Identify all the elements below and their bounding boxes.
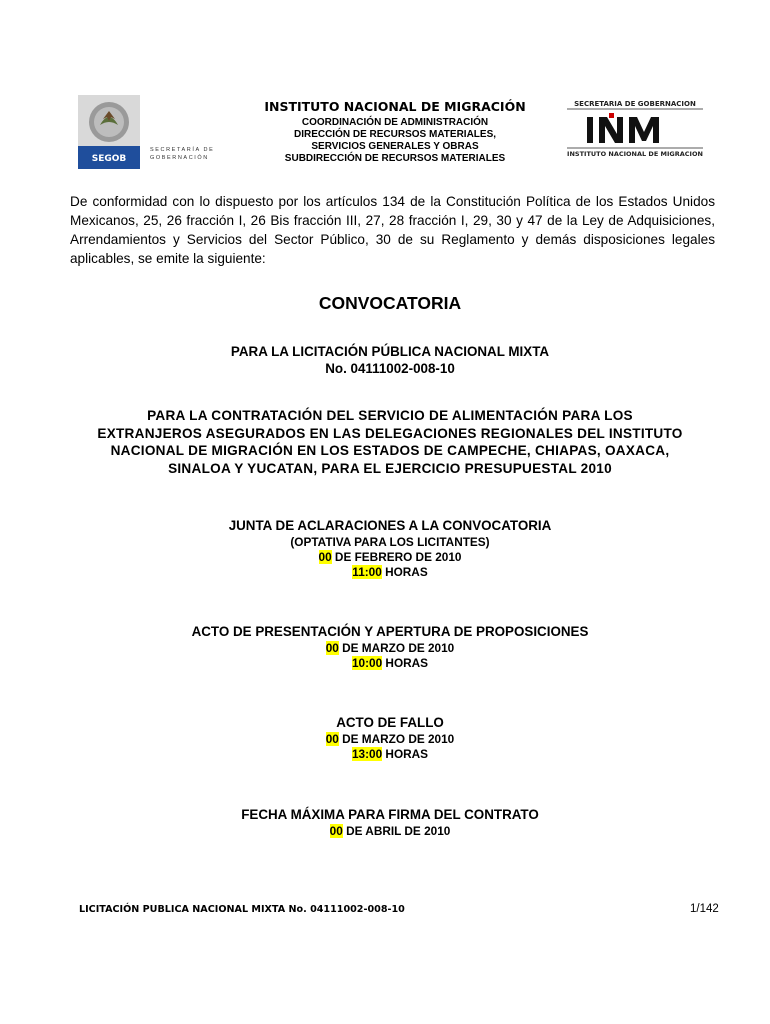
junta-day: 00 xyxy=(318,550,332,564)
junta-date-rest: DE FEBRERO DE 2010 xyxy=(331,550,462,564)
inm-logo-bottom-text: INSTITUTO NACIONAL DE MIGRACION xyxy=(567,150,703,158)
fallo-heading: ACTO DE FALLO xyxy=(336,715,444,730)
institute-title: INSTITUTO NACIONAL DE MIGRACIÓN xyxy=(264,99,526,114)
junta-hour: 11:00 xyxy=(352,565,382,579)
intro-paragraph: De conformidad con lo dispuesto por los artículos 134 de la Constitución Política de los Estados Unidos Mexicanos, 25, 26 fracción I, 26 Bis fracción III, 27, 28 fracción I, 29, 30 y 47 de la Ley de Adquisiciones, Arrendamientos y Servicios del Sector Público, 30 de su Reglamento y demás disposiciones legales aplicables, se emite la siguiente: xyxy=(70,194,715,266)
junta-section xyxy=(40,517,740,580)
fallo-day: 00 xyxy=(325,732,339,746)
licitacion-line-1: PARA LA LICITACIÓN PÚBLICA NACIONAL MIXTA xyxy=(230,344,550,359)
presentacion-hour: 10:00 xyxy=(351,656,383,670)
segob-label: SEGOB xyxy=(91,154,127,164)
junta-date xyxy=(40,550,740,565)
contract-line-1: PARA LA CONTRATACIÓN DEL SERVICIO DE ALIMENTACIÓN PARA LOS xyxy=(147,408,633,423)
presentacion-day: 00 xyxy=(325,641,339,655)
firma-date xyxy=(40,824,740,839)
header-line-4: SUBDIRECCIÓN DE RECURSOS MATERIALES xyxy=(284,153,506,164)
fallo-time xyxy=(40,747,740,762)
header-line-3: SERVICIOS GENERALES Y OBRAS xyxy=(311,141,479,152)
fallo-hour: 13:00 xyxy=(351,747,383,761)
junta-time-rest: HORAS xyxy=(381,565,428,579)
junta-time xyxy=(40,565,740,580)
secretaria-text: SECRETARÍA DE GOBERNACIÓN xyxy=(150,147,215,161)
page-number: 1/142 xyxy=(690,903,719,915)
junta-heading: JUNTA DE ACLARACIONES A LA CONVOCATORIA xyxy=(228,518,552,533)
fallo-section xyxy=(40,714,740,762)
segob-logo xyxy=(78,95,140,169)
presentacion-date-rest: DE MARZO DE 2010 xyxy=(338,641,455,655)
contract-line-4: SINALOA Y YUCATAN, PARA EL EJERCICIO PRESUPUESTAL 2010 xyxy=(168,460,612,476)
firma-section xyxy=(40,806,740,839)
header-line-1: COORDINACIÓN DE ADMINISTRACIÓN xyxy=(301,117,489,128)
header-line-2: DIRECCIÓN DE RECURSOS MATERIALES, xyxy=(293,129,497,140)
fallo-date xyxy=(40,732,740,747)
convocatoria-title: CONVOCATORIA xyxy=(318,293,462,313)
header-block xyxy=(240,99,550,165)
firma-day: 00 xyxy=(329,824,343,838)
presentacion-time-rest: HORAS xyxy=(382,656,429,670)
contract-description xyxy=(40,407,740,477)
footer-licitacion: LICITACIÓN PUBLICA NACIONAL MIXTA No. 04111002-008-10 xyxy=(79,904,405,915)
firma-heading: FECHA MÁXIMA PARA FIRMA DEL CONTRATO xyxy=(241,807,539,822)
presentacion-section xyxy=(40,623,740,671)
licitacion-number: No. 04111002-008-10 xyxy=(325,361,455,376)
contract-line-3: NACIONAL DE MIGRACIÓN EN LOS ESTADOS DE CAMPECHE, CHIAPAS, OAXACA, xyxy=(110,443,670,458)
presentacion-heading: ACTO DE PRESENTACIÓN Y APERTURA DE PROPOSICIONES xyxy=(191,624,589,639)
inm-logo xyxy=(565,98,705,160)
fallo-time-rest: HORAS xyxy=(382,747,429,761)
firma-date-rest: DE ABRIL DE 2010 xyxy=(342,824,451,838)
presentacion-time xyxy=(40,656,740,671)
presentacion-date xyxy=(40,641,740,656)
inm-logo-top-text: SECRETARIA DE GOBERNACION xyxy=(574,100,696,108)
junta-subheading: (OPTATIVA PARA LOS LICITANTES) xyxy=(290,535,490,549)
fallo-date-rest: DE MARZO DE 2010 xyxy=(338,732,455,746)
licitacion-block xyxy=(40,343,740,377)
contract-line-2: EXTRANJEROS ASEGURADOS EN LAS DELEGACIONES REGIONALES DEL INSTITUTO xyxy=(97,425,683,441)
